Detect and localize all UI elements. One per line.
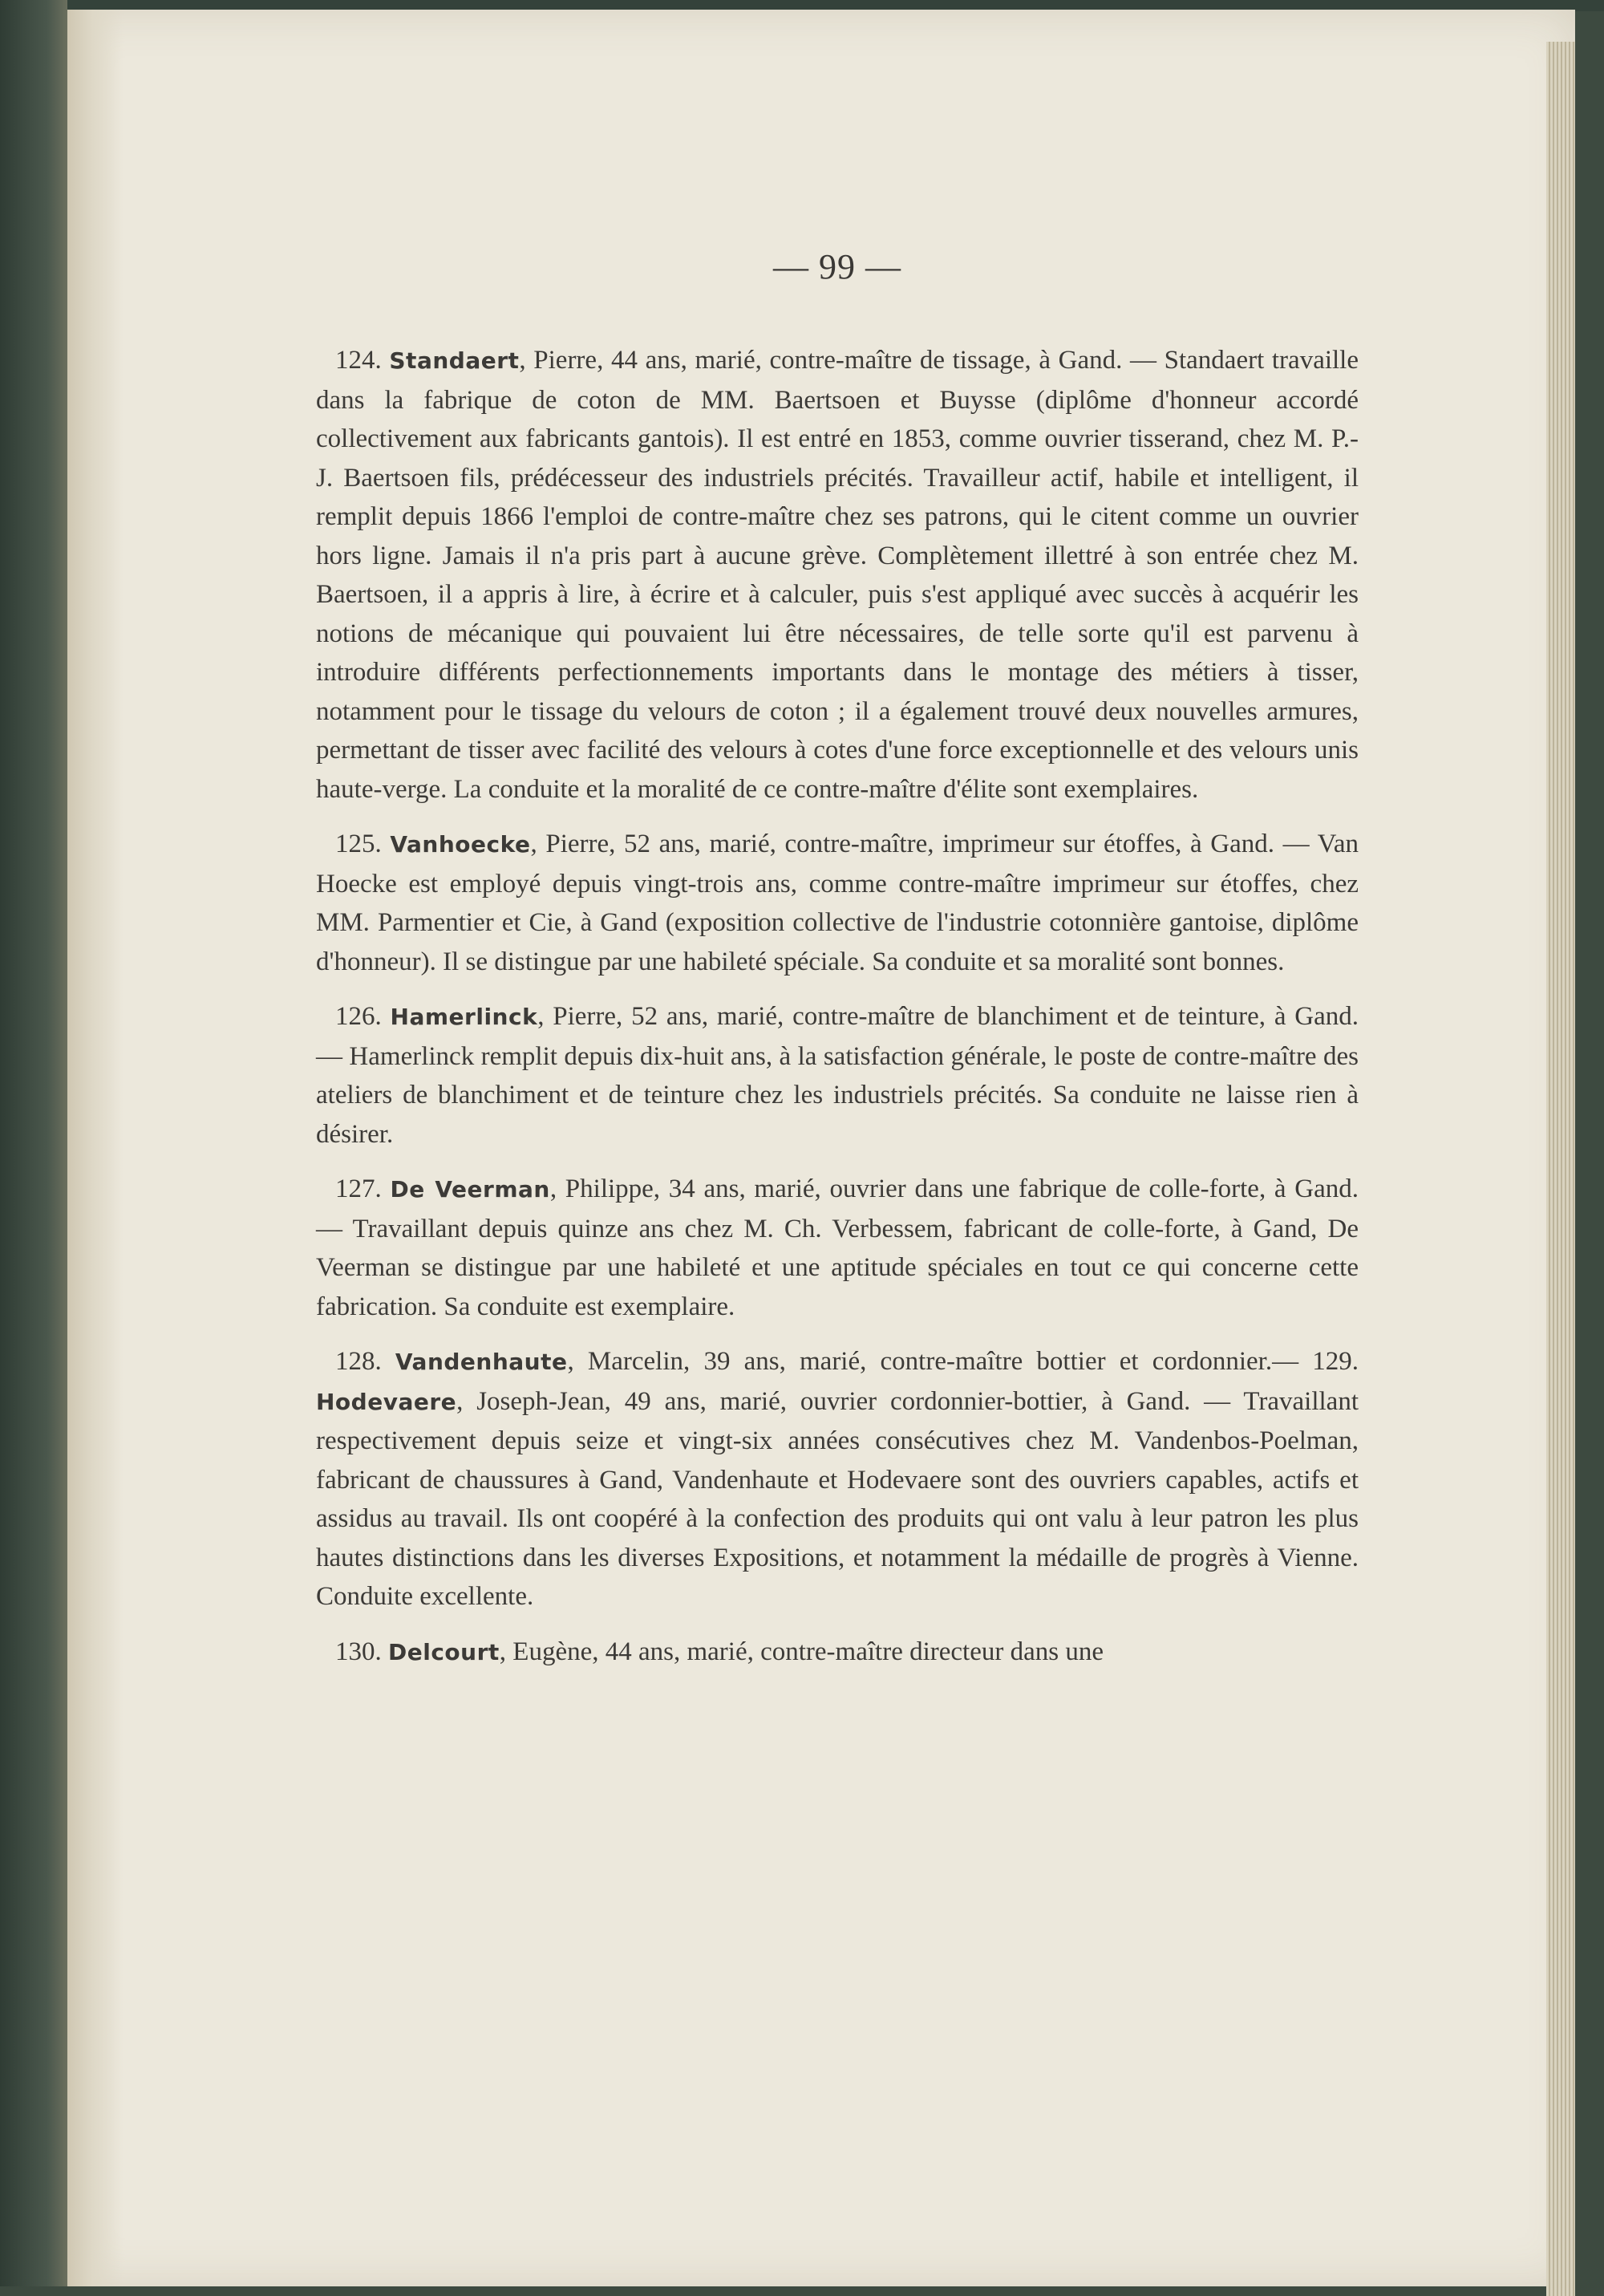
entry-name: Standaert — [389, 347, 520, 374]
entry-name: Vanhoecke — [390, 831, 531, 858]
entry-125 — [316, 825, 1359, 981]
book-cover-edge — [0, 0, 67, 2286]
page-number: — 99 — — [773, 247, 901, 286]
entry-number: 125. — [335, 830, 382, 858]
entry-text: , Pierre, 52 ans, marié, contre-maître, imprimeur sur étoffes, à Gand. — Van Hoecke est employé depuis vingt-trois ans, comme contre-maître imprimeur sur étoffes, chez MM. Parmentier et Cie, à Gand (exposition collective de l'industrie cotonnière gantoise, diplôme d'honneur). Il se distingue par une habileté spéciale. Sa conduite et sa moralité sont bonnes. — [316, 830, 1359, 976]
entry-text: , Pierre, 52 ans, marié, contre-maître de blanchiment et de teinture, à Gand. — Hamerlinck remplit depuis dix-huit ans, à la satisfaction générale, le poste de contre-maître des ateliers de blanchiment et de teinture chez les industriels précités. Sa conduite ne laisse rien à désirer. — [316, 1002, 1359, 1149]
entry-127 — [316, 1170, 1359, 1326]
entry-text: , Marcelin, 39 ans, marié, contre-maître bottier et cordonnier.— 129. — [567, 1347, 1359, 1376]
entry-126 — [316, 997, 1359, 1154]
page-gutter-shadow — [67, 10, 124, 2286]
entry-text: , Pierre, 44 ans, marié, contre-maître de tissage, à Gand. — Standaert travaille dans la fabrique de coton de MM. Baertsoen et Buysse (diplôme d'honneur accordé collectivement aux fabricants gantois). Il est entré en 1853, comme ouvrier tisserand, chez M. P.-J. Baertsoen fils, prédécesseur des industriels précités. Travailleur actif, habile et intelligent, il remplit depuis 1866 l'emploi de contre-maître chez ses patrons, qui le citent comme un ouvrier hors ligne. Jamais il n'a pris part à aucune grève. Complètement illettré à son entrée chez M. Baertsoen, il a appris à lire, à écrire et à calculer, puis s'est appliqué avec succès à acquérir les notions de mécanique qui pouvaient lui être nécessaires, de telle sorte qu'il est parvenu à introduire différents perfectionnements importants dans le montage des métiers à tisser, notamment pour le tissage du velours de coton ; il a également trouvé deux nouvelles armures, permettant de tisser avec facilité des velours à cotes d'une force exceptionnelle et des velours unis haute-verge. La conduite et la moralité de ce contre-maître d'élite sont exemplaires. — [316, 346, 1359, 804]
entry-name: Delcourt — [388, 1638, 500, 1665]
entry-name: Vandenhaute — [395, 1349, 568, 1375]
entry-number: 128. — [335, 1347, 382, 1376]
entry-name: Hamerlinck — [390, 1004, 538, 1030]
entries-list — [316, 341, 1359, 1688]
entry-number: 126. — [335, 1002, 382, 1031]
entry-name-second: Hodevaere — [316, 1388, 457, 1415]
entry-130 — [316, 1633, 1359, 1673]
entry-text: , Philippe, 34 ans, marié, ouvrier dans une fabrique de colle-forte, à Gand. — Travaillant depuis quinze ans chez M. Ch. Verbessem, fabricant de colle-forte, à Gand, De Veerman se distingue par une habileté et une aptitude spéciales en tout ce qui concerne cette fabrication. Sa conduite est exemplaire. — [316, 1174, 1359, 1321]
entry-text-second: , Joseph-Jean, 49 ans, marié, ouvrier cordonnier-bottier, à Gand. — Travaillant respectivement depuis seize et vingt-six années consécutives chez M. Vandenbos-Poelman, fabricant de chaussures à Gand, Vandenhaute et Hodevaere sont des ouvriers capables, actifs et assidus au travail. Ils ont coopéré à la confection des produits qui ont valu à leur patron les plus hautes distinctions dans les diverses Expositions, et notamment la médaille de progrès à Vienne. Conduite excellente. — [316, 1386, 1359, 1611]
entry-124 — [316, 341, 1359, 809]
entry-number: 124. — [335, 346, 382, 375]
entry-128-129 — [316, 1342, 1359, 1617]
entry-name: De Veerman — [390, 1176, 550, 1203]
page-edges — [1546, 42, 1575, 2296]
entry-number: 130. — [335, 1637, 382, 1666]
entry-number: 127. — [335, 1174, 382, 1203]
entry-text: , Eugène, 44 ans, marié, contre-maître directeur dans une — [499, 1637, 1104, 1666]
